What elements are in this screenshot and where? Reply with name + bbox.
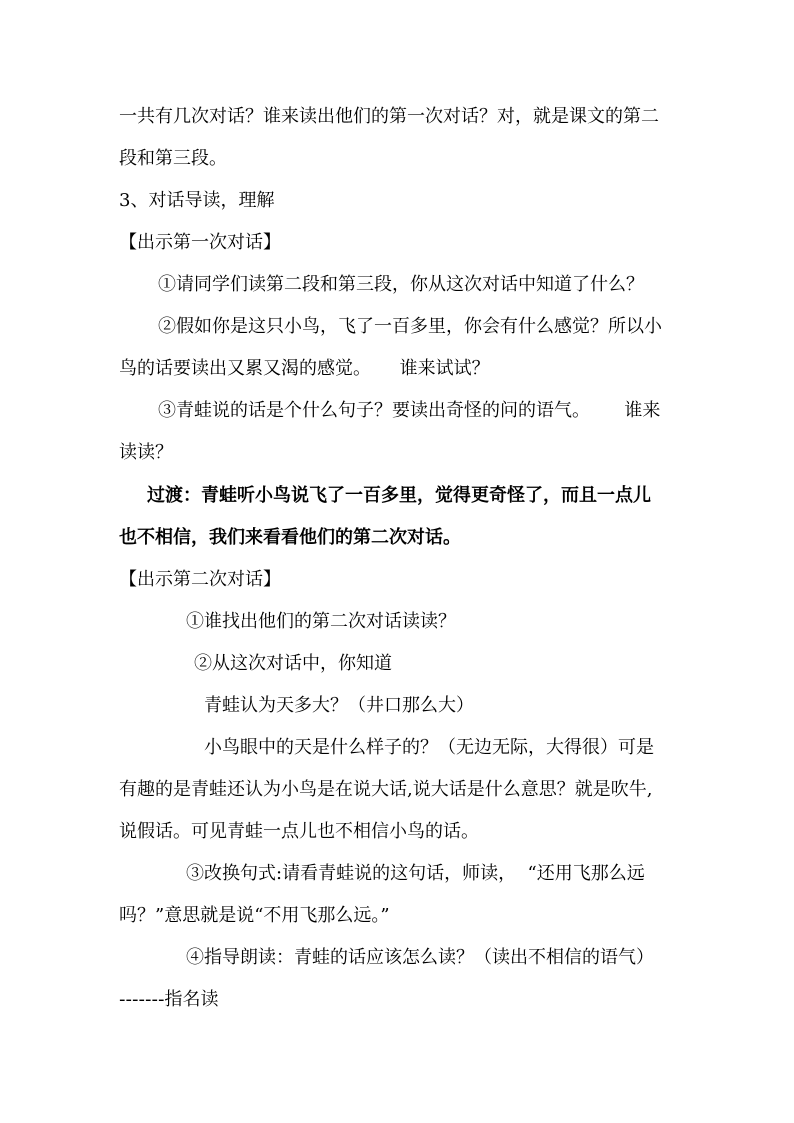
paragraph-line: 一共有几次对话？谁来读出他们的第一次对话？对，就是课文的第二 xyxy=(119,106,659,127)
bracket-heading: 【出示第一次对话】 xyxy=(119,232,281,253)
paragraph-line: 有趣的是青蛙还认为小鸟是在说大话,说大话是什么意思？就是吹牛, xyxy=(119,779,653,800)
dash-line xyxy=(119,988,218,1012)
transition-paragraph: 也不相信，我们来看看他们的第二次对话。 xyxy=(119,527,461,548)
numbered-item: ②从这次对话中，你知道 xyxy=(194,653,392,674)
numbered-item: ③改换句式:请看青蛙说的这句话，师读， “还用飞那么远 xyxy=(186,863,645,884)
bracket-heading: 【出示第二次对话】 xyxy=(119,569,281,590)
instruction-text: 指名读 xyxy=(164,989,219,1010)
numbered-item: ③青蛙说的话是个什么句子？要读出奇怪的问的语气。 谁来 xyxy=(158,400,661,421)
numbered-item: ④指导朗读：青蛙的话应该怎么读？（读出不相信的语气） xyxy=(186,947,654,968)
dash-separator: ------- xyxy=(119,989,165,1010)
numbered-item: ②假如你是这只小鸟，飞了一百多里，你会有什么感觉？所以小 xyxy=(158,316,662,337)
paragraph-line: 吗？”意思就是说“不用飞那么远。” xyxy=(119,905,390,926)
paragraph-line: 鸟的话要读出又累又渴的感觉。 谁来试试？ xyxy=(119,358,490,379)
question-line: 青蛙认为天多大？（井口那么大） xyxy=(204,695,474,716)
question-line: 小鸟眼中的天是什么样子的？（无边无际，大得很）可是 xyxy=(204,737,654,758)
numbered-item: ①谁找出他们的第二次对话读读？ xyxy=(186,611,456,632)
section-heading: 3、对话导读，理解 xyxy=(119,190,275,211)
paragraph-line: 段和第三段。 xyxy=(119,148,227,169)
numbered-item: ①请同学们读第二段和第三段，你从这次对话中知道了什么？ xyxy=(158,274,644,295)
paragraph-line: 说假话。可见青蛙一点儿也不相信小鸟的话。 xyxy=(119,821,479,842)
transition-paragraph: 过渡：青蛙听小鸟说飞了一百多里，觉得更奇怪了，而且一点儿 xyxy=(147,485,651,506)
paragraph-line: 读读？ xyxy=(119,442,173,463)
